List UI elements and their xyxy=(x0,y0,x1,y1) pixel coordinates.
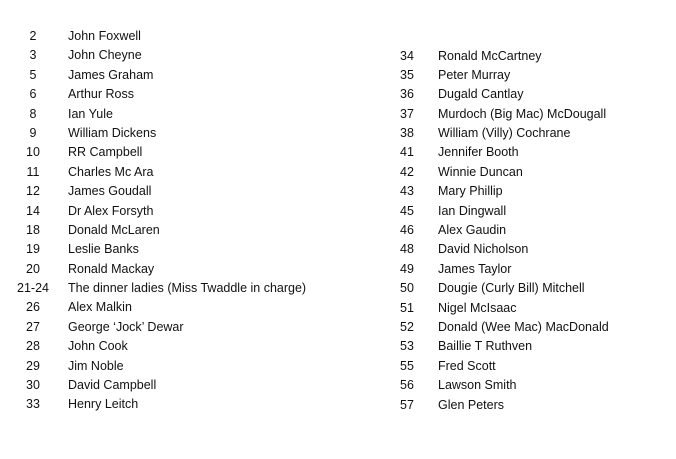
list-item xyxy=(14,221,354,240)
item-number: 6 xyxy=(29,87,37,102)
item-name: Glen Peters xyxy=(438,397,505,412)
item-name: Mary Phillip xyxy=(438,184,503,199)
list-item xyxy=(388,47,668,66)
list-item xyxy=(388,143,668,162)
list-item xyxy=(388,318,668,337)
list-item xyxy=(14,395,354,414)
item-name: Alex Gaudin xyxy=(438,223,507,238)
item-number: 42 xyxy=(400,164,414,179)
item-name: John Foxwell xyxy=(68,29,141,43)
list-item xyxy=(14,260,354,279)
list-item xyxy=(388,299,668,318)
item-name: RR Campbell xyxy=(68,145,143,160)
list-item xyxy=(388,357,668,376)
item-name: Winnie Duncan xyxy=(438,164,523,179)
item-number: 36 xyxy=(400,87,414,102)
list-item xyxy=(14,124,354,143)
item-name: Dugald Cantlay xyxy=(438,87,524,102)
item-number: 29 xyxy=(26,358,40,373)
item-name: Jennifer Booth xyxy=(438,145,519,160)
item-number: 9 xyxy=(29,125,37,140)
left-name-list xyxy=(14,27,354,415)
item-name: Lawson Smith xyxy=(438,378,517,393)
list-item xyxy=(388,221,668,240)
item-number: 35 xyxy=(400,67,414,82)
item-number: 20 xyxy=(26,261,40,276)
list-item xyxy=(388,124,668,143)
list-item xyxy=(388,163,668,182)
item-name: Peter Murray xyxy=(438,67,511,82)
list-item xyxy=(14,298,354,317)
list-item xyxy=(388,182,668,201)
item-name: George ‘Jock’ Dewar xyxy=(68,319,184,334)
list-item xyxy=(388,240,668,259)
item-number: 41 xyxy=(400,145,414,160)
item-name: John Cook xyxy=(68,339,128,354)
list-item xyxy=(388,85,668,104)
item-number: 55 xyxy=(400,358,414,373)
item-number: 33 xyxy=(26,397,40,412)
item-number: 18 xyxy=(26,222,40,237)
item-name: Nigel McIsaac xyxy=(438,300,517,315)
item-name: Ian Dingwall xyxy=(438,203,507,218)
item-name: Donald McLaren xyxy=(68,222,160,237)
item-name: The dinner ladies (Miss Twaddle in charge) xyxy=(68,281,307,296)
item-name: Dougie (Curly Bill) Mitchell xyxy=(438,281,585,296)
item-name: Baillie T Ruthven xyxy=(438,339,533,354)
list-item xyxy=(14,202,354,221)
list-item xyxy=(388,396,668,415)
item-name: David Nicholson xyxy=(438,242,529,257)
item-name: Donald (Wee Mac) MacDonald xyxy=(438,319,609,334)
list-item xyxy=(14,240,354,259)
item-name: Fred Scott xyxy=(438,358,496,373)
item-number: 3 xyxy=(29,48,37,63)
item-number: 51 xyxy=(400,300,414,315)
item-name: John Cheyne xyxy=(68,48,142,63)
list-item xyxy=(14,182,354,201)
item-number: 38 xyxy=(400,126,414,141)
item-name: Leslie Banks xyxy=(68,242,139,257)
item-name: James Graham xyxy=(68,67,154,82)
list-item xyxy=(14,105,354,124)
item-name: William Dickens xyxy=(68,125,157,140)
item-number: 52 xyxy=(400,319,414,334)
item-name: Arthur Ross xyxy=(68,87,134,102)
list-item xyxy=(388,260,668,279)
item-number: 37 xyxy=(400,106,414,121)
item-number: 56 xyxy=(400,378,414,393)
item-number: 21-24 xyxy=(17,281,49,296)
item-number: 2 xyxy=(29,29,37,43)
item-name: Alex Malkin xyxy=(68,300,132,315)
item-number: 28 xyxy=(26,339,40,354)
item-number: 53 xyxy=(400,339,414,354)
item-number: 50 xyxy=(400,281,414,296)
list-item xyxy=(388,337,668,356)
list-item xyxy=(14,279,354,298)
item-number: 5 xyxy=(29,67,37,82)
list-item xyxy=(388,66,668,85)
list-item xyxy=(14,318,354,337)
item-name: Henry Leitch xyxy=(68,397,139,412)
item-name: Dr Alex Forsyth xyxy=(68,203,154,218)
item-name: Murdoch (Big Mac) McDougall xyxy=(438,106,607,121)
item-name: Ronald Mackay xyxy=(68,261,155,276)
item-number: 45 xyxy=(400,203,414,218)
list-item xyxy=(14,376,354,395)
item-number: 48 xyxy=(400,242,414,257)
item-number: 8 xyxy=(29,106,37,121)
list-item xyxy=(14,27,354,46)
list-item xyxy=(14,85,354,104)
item-number: 26 xyxy=(26,300,40,315)
list-item xyxy=(388,279,668,298)
item-number: 19 xyxy=(26,242,40,257)
item-number: 34 xyxy=(400,48,414,63)
item-name: William (Villy) Cochrane xyxy=(438,126,571,141)
item-name: James Taylor xyxy=(438,261,512,276)
item-number: 46 xyxy=(400,223,414,238)
item-number: 12 xyxy=(26,184,40,199)
list-item xyxy=(388,105,668,124)
item-number: 27 xyxy=(26,319,40,334)
item-name: Ronald McCartney xyxy=(438,48,542,63)
item-name: David Campbell xyxy=(68,378,157,393)
list-item xyxy=(388,376,668,395)
list-item xyxy=(14,357,354,376)
item-number: 43 xyxy=(400,184,414,199)
item-number: 49 xyxy=(400,261,414,276)
list-item xyxy=(14,337,354,356)
item-name: James Goudall xyxy=(68,184,152,199)
list-item xyxy=(388,202,668,221)
list-item xyxy=(14,46,354,65)
item-number: 11 xyxy=(26,164,40,179)
list-item xyxy=(14,143,354,162)
item-number: 14 xyxy=(26,203,40,218)
item-number: 10 xyxy=(26,145,40,160)
right-name-list xyxy=(388,47,668,415)
list-item xyxy=(14,66,354,85)
list-item xyxy=(14,163,354,182)
item-name: Jim Noble xyxy=(68,358,124,373)
item-number: 30 xyxy=(26,378,40,393)
item-name: Ian Yule xyxy=(68,106,113,121)
item-name: Charles Mc Ara xyxy=(68,164,154,179)
item-number: 57 xyxy=(400,397,414,412)
